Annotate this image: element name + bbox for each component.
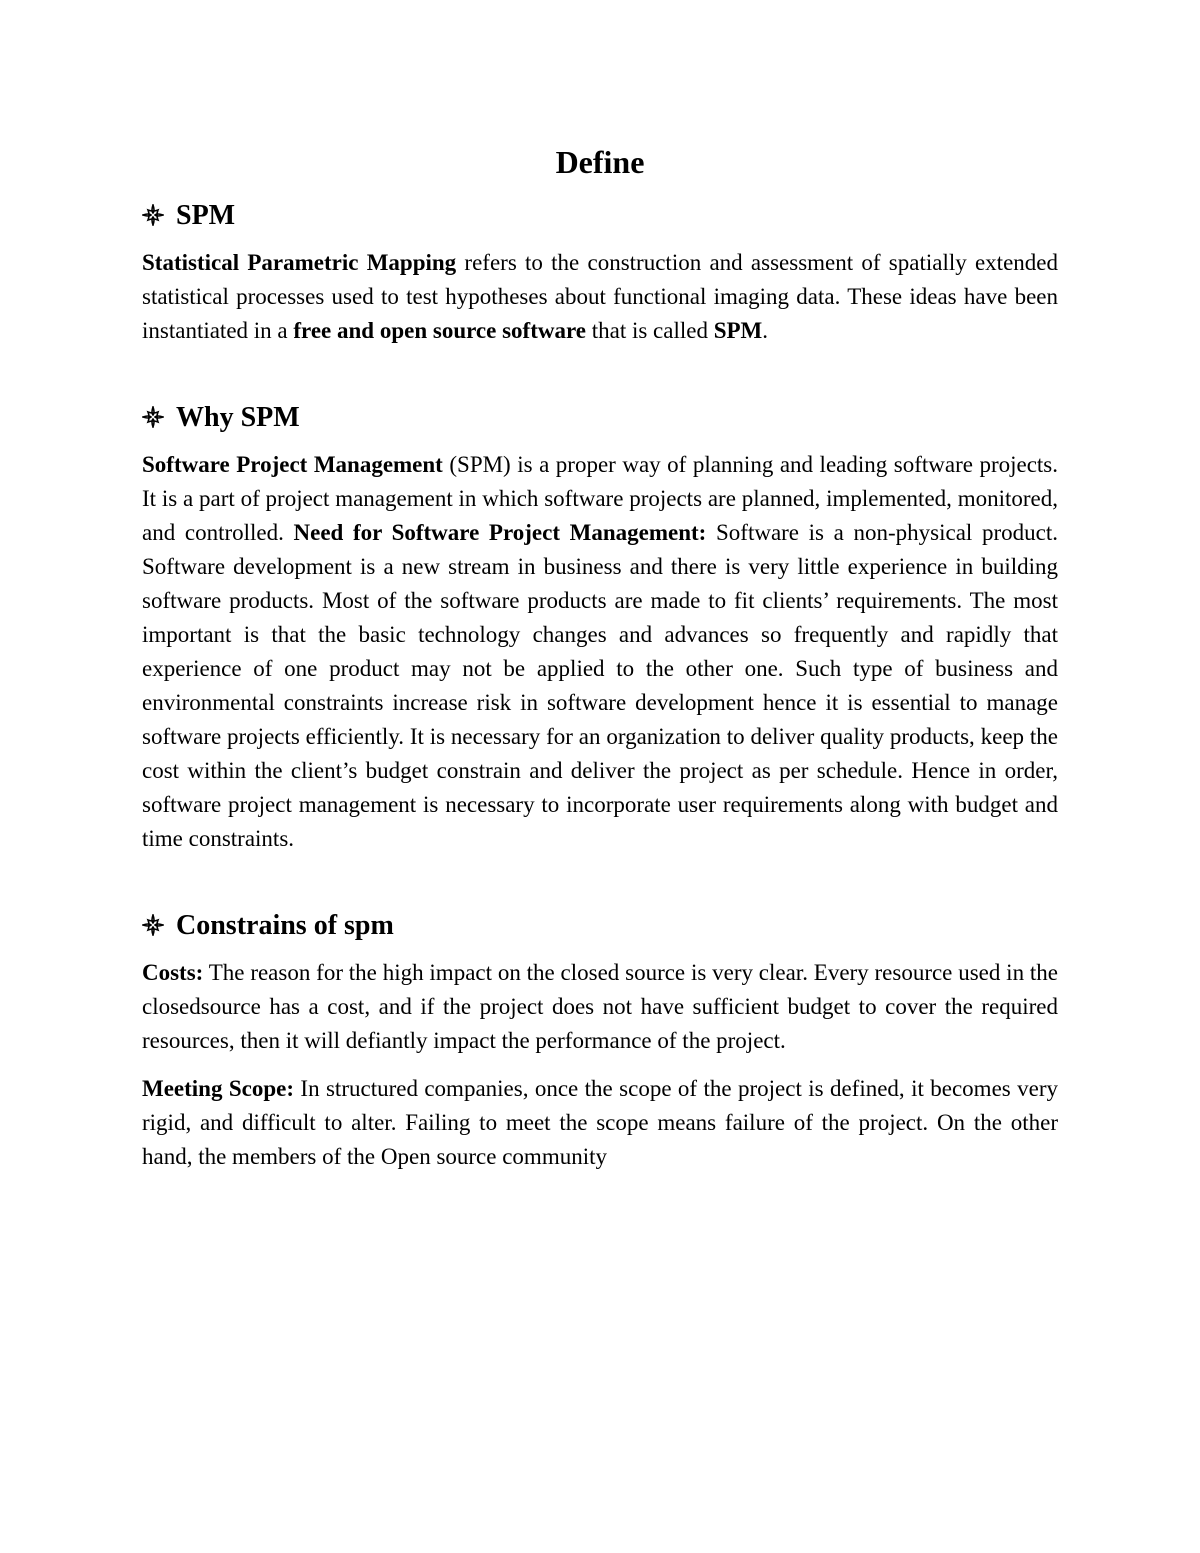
document-title: Define	[555, 144, 645, 180]
bold-term: SPM	[713, 318, 763, 343]
paragraph-text: refers to the construction and assessment of spatially extended statistical processes used to test hypotheses about functional imaging data. These ideas have been instantiated in a	[142, 250, 1058, 343]
section-heading-text: SPM	[176, 200, 236, 231]
section-heading	[142, 196, 1058, 236]
section-heading-text: Why SPM	[176, 402, 300, 433]
bold-term: Meeting Scope:	[142, 1076, 295, 1101]
paragraph-text: Software is a non-physical product. Software development is a new stream in business and there is very little experience in building software products. Most of the software products are made to fit clients’ requirements. The most important is that the basic technology changes and advances so frequently and rapidly that experience of one product may not be applied to the other one. Such type of business and environmental constraints increase risk in software development hence it is essential to manage software projects efficiently. It is necessary for an organization to deliver quality products, keep the cost within the client’s budget constrain and deliver the project as per schedule. Hence in order, software project management is necessary to incorporate user requirements along with budget and time constraints.	[142, 520, 1058, 851]
paragraph-text: .	[762, 318, 769, 343]
bold-term: Costs:	[142, 960, 204, 985]
diamond-four-petal-icon	[142, 914, 164, 936]
section-why-spm	[142, 398, 1058, 856]
bold-term: Need for Software Project Management:	[293, 520, 707, 545]
paragraph-costs	[142, 956, 1058, 1058]
paragraph-text: The reason for the high impact on the closed source is very clear. Every resource used in the closedsource has a cost, and if the project does not have sufficient budget to cover the required resources, then it will defiantly impact the performance of the project.	[142, 960, 1058, 1053]
bold-term: Statistical Parametric Mapping	[142, 250, 457, 275]
section-heading	[142, 906, 1058, 946]
paragraph-text: that is called	[585, 318, 714, 343]
section-spm	[142, 196, 1058, 348]
bold-term: free and open source software	[293, 318, 586, 343]
paragraph-text: (SPM) is a proper way of planning and leading software projects. It is a part of project management in which software projects are planned, implemented, monitored, and controlled.	[142, 452, 1059, 545]
diamond-four-petal-icon	[142, 204, 164, 226]
paragraph	[142, 246, 1058, 348]
diamond-four-petal-icon	[142, 406, 164, 428]
paragraph-meeting-scope	[142, 1072, 1058, 1174]
section-heading-text: Constrains of spm	[176, 910, 394, 941]
document-body	[142, 140, 1058, 1174]
section-heading	[142, 398, 1058, 438]
bold-term: Software Project Management	[142, 452, 443, 477]
paragraph	[142, 448, 1058, 856]
paragraph-text: In structured companies, once the scope of the project is defined, it becomes very rigid, and difficult to alter. Failing to meet the scope means failure of the project. On the other hand, the members of the Open source community	[142, 1076, 1058, 1169]
section-constrains-of-spm	[142, 906, 1058, 1174]
